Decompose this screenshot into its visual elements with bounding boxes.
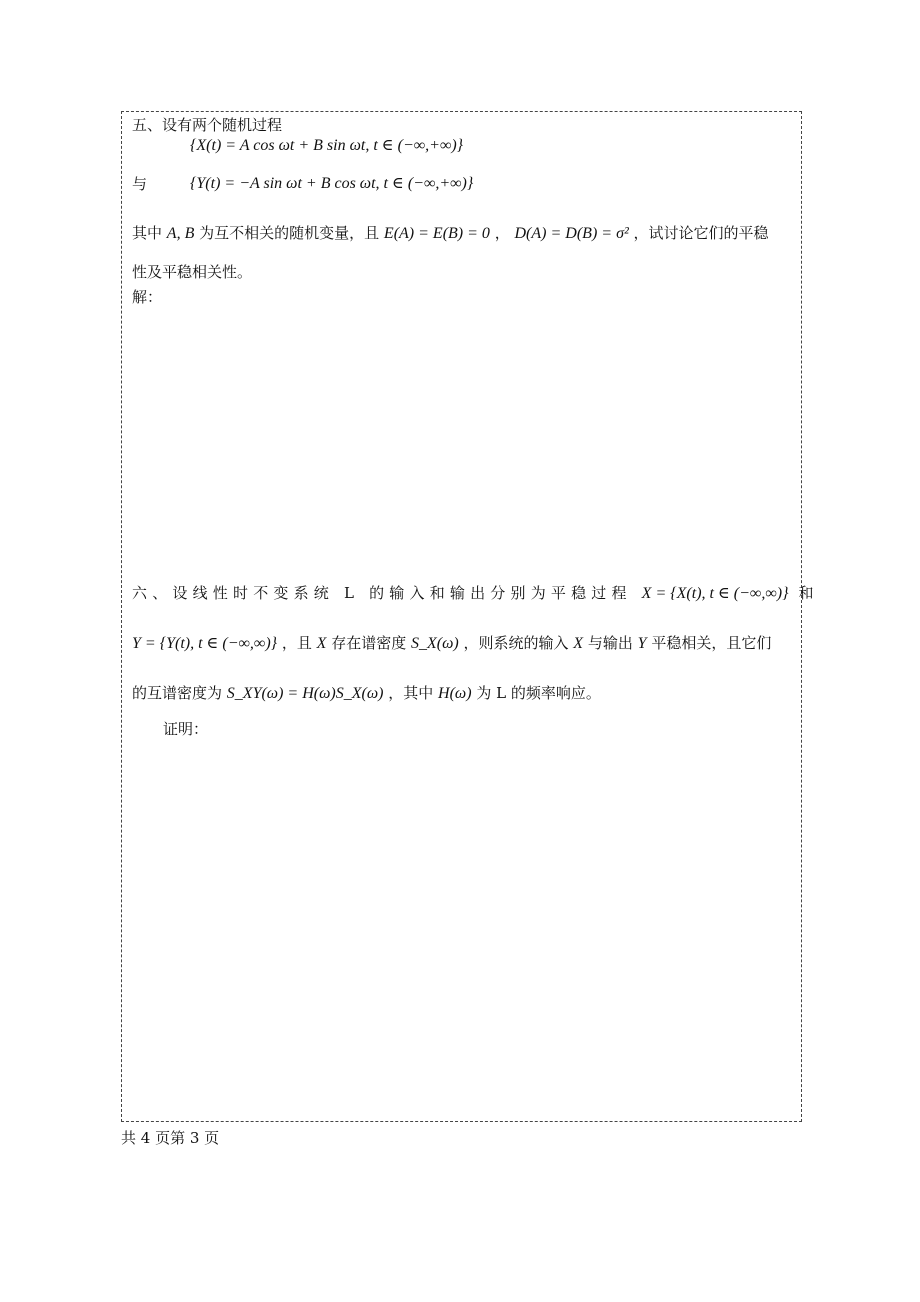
q6-line-3 [132, 683, 601, 704]
q6-math-sx: S_X(ω) [410, 635, 459, 652]
q5-text-discuss: ，试讨论它们的平稳 [633, 224, 769, 242]
q5-math-expectation: E(A) = E(B) = 0 [383, 225, 490, 242]
q6-text-freq-response: 为 L 的频率响应。 [476, 684, 601, 702]
q6-math-y-process: Y = {Y(t), t ∈ (−∞,∞)} [132, 635, 278, 652]
q5-condition-line [132, 223, 769, 244]
q6-text-output: 与输出 [587, 634, 633, 652]
q6-math-y: Y [637, 635, 647, 652]
q6-math-x-process: X = {X(t), t ∈ (−∞,∞)} [641, 585, 789, 602]
q6-text-and: 和 [798, 584, 819, 602]
q5-condition-line-2: 性及平稳相关性。 [132, 263, 253, 281]
q6-line-2 [132, 633, 771, 654]
q5-math-ab: A, B [166, 225, 195, 242]
q5-text-comma: ， [494, 224, 510, 242]
q5-equation-x: {X(t) = A cos ωt + B sin ωt, t ∈ (−∞,+∞)} [190, 137, 464, 154]
q6-math-x: X [316, 635, 327, 652]
q5-answer-label: 解： [132, 288, 163, 306]
q6-text-stationary: 平稳相关，且它们 [651, 634, 772, 652]
q5-and-word: 与 [132, 175, 148, 193]
q6-proof-label: 证明： [163, 720, 209, 738]
q6-text-intro: 六、设线性时不变系统 L 的输入和输出分别为平稳过程 [132, 584, 632, 602]
q5-equation-y: {Y(t) = −A sin ωt + B cos ωt, t ∈ (−∞,+∞)} [190, 175, 474, 192]
q6-text-input: ，则系统的输入 [463, 634, 569, 652]
page-footer: 共 4 页第 3 页 [121, 1129, 220, 1147]
q6-math-sxy: S_XY(ω) = H(ω)S_X(ω) [226, 685, 384, 702]
q5-text-qizhong: 其中 [132, 224, 163, 242]
q6-text-cross-spectral: 的互谱密度为 [132, 684, 223, 702]
q5-title: 五、设有两个随机过程 [132, 116, 283, 134]
q6-line-1 [132, 583, 819, 604]
q6-math-x-2: X [573, 635, 584, 652]
q6-math-h: H(ω) [438, 685, 472, 702]
q6-text-spectral: 存在谱密度 [331, 634, 407, 652]
q5-text-uncorrelated: 为互不相关的随机变量，且 [199, 224, 380, 242]
q5-math-variance: D(A) = D(B) = σ² [514, 225, 629, 242]
q6-text-where: ，其中 [388, 684, 434, 702]
q6-text-qie: ，且 [281, 634, 312, 652]
